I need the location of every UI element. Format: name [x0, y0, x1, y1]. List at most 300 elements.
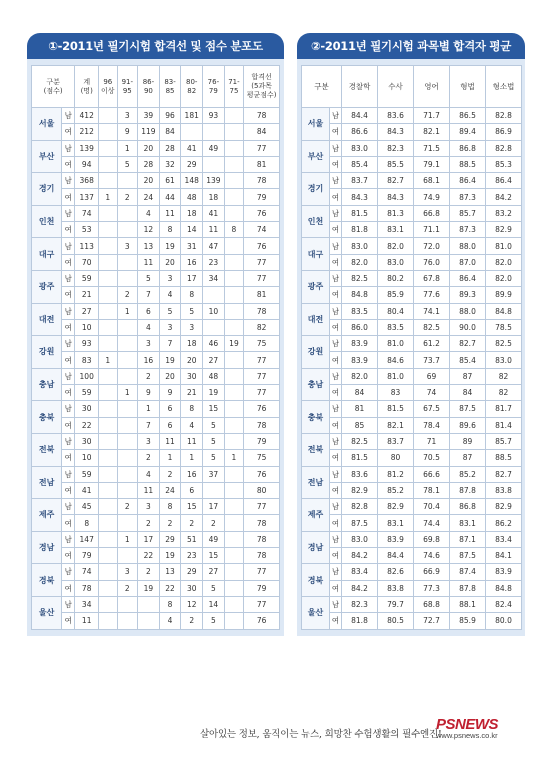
- table-cell: 5: [159, 303, 181, 319]
- gender-label: 여: [62, 189, 75, 205]
- table-cell: 82: [244, 319, 280, 335]
- region-label: 경기: [302, 173, 330, 206]
- table-cell: 78: [244, 108, 280, 124]
- table-cell: [117, 466, 138, 482]
- table-cell: 6: [159, 417, 181, 433]
- table-cell: [224, 482, 243, 498]
- table-cell: [99, 548, 117, 564]
- table-cell: 82.0: [486, 254, 522, 270]
- gender-label: 남: [62, 499, 75, 515]
- region-label: 경남: [302, 531, 330, 564]
- table-cell: 84.2: [342, 580, 378, 596]
- table-cell: 82.8: [486, 108, 522, 124]
- table-cell: 3: [138, 336, 160, 352]
- table-cell: 82.5: [342, 270, 378, 286]
- table-cell: 81.3: [378, 205, 414, 221]
- table-cell: 85.7: [486, 433, 522, 449]
- table-row: [32, 385, 280, 401]
- brand-url: www.psnews.co.kr: [436, 731, 498, 740]
- table-cell: 94: [75, 156, 99, 172]
- table-cell: 20: [138, 140, 160, 156]
- table-cell: [99, 336, 117, 352]
- table-cell: 8: [75, 515, 99, 531]
- table-row: [302, 287, 522, 303]
- table-cell: 82.9: [342, 482, 378, 498]
- table-row: [32, 368, 280, 384]
- gender-label: 여: [62, 319, 75, 335]
- table-cell: 19: [159, 352, 181, 368]
- column-header: 76- 79: [203, 66, 225, 108]
- table-cell: 86.8: [450, 140, 486, 156]
- table-row: [302, 222, 522, 238]
- region-label: 전남: [302, 466, 330, 499]
- gender-label: 여: [62, 254, 75, 270]
- table-cell: 27: [75, 303, 99, 319]
- table-cell: 8: [181, 287, 203, 303]
- table-cell: [203, 319, 225, 335]
- table-row: [32, 319, 280, 335]
- table-cell: 74.6: [414, 548, 450, 564]
- table-cell: [181, 124, 203, 140]
- table-cell: 83.9: [342, 352, 378, 368]
- region-label: 충남: [302, 368, 330, 401]
- table-cell: [224, 124, 243, 140]
- gender-label: 여: [62, 287, 75, 303]
- table-row: [32, 189, 280, 205]
- table-cell: 88.1: [450, 596, 486, 612]
- table-cell: 5: [203, 580, 225, 596]
- table-cell: 7: [138, 287, 160, 303]
- table-cell: 84.8: [486, 303, 522, 319]
- table-cell: 80.2: [378, 270, 414, 286]
- table-cell: 77: [244, 564, 280, 580]
- table-cell: 29: [159, 531, 181, 547]
- table-cell: [99, 433, 117, 449]
- table-cell: 80: [378, 450, 414, 466]
- table-cell: 1: [224, 450, 243, 466]
- table-row: [302, 450, 522, 466]
- table-cell: 12: [138, 222, 160, 238]
- table-cell: [224, 531, 243, 547]
- score-distribution-table: [31, 65, 280, 630]
- table-cell: 45: [75, 499, 99, 515]
- table-cell: 83.0: [378, 254, 414, 270]
- table-cell: 2: [159, 515, 181, 531]
- table-cell: 84.2: [342, 548, 378, 564]
- table-cell: 74: [244, 222, 280, 238]
- table-cell: 8: [224, 222, 243, 238]
- table-cell: 70: [75, 254, 99, 270]
- table-cell: 78: [75, 580, 99, 596]
- subject-average-panel: [297, 33, 525, 636]
- table-row: [302, 336, 522, 352]
- table-cell: 87.8: [450, 580, 486, 596]
- table-cell: 37: [203, 466, 225, 482]
- table-cell: 76.0: [414, 254, 450, 270]
- table-cell: 93: [203, 108, 225, 124]
- table-cell: 11: [159, 205, 181, 221]
- gender-label: 남: [330, 401, 342, 417]
- region-label: 경북: [302, 564, 330, 597]
- table-cell: [203, 482, 225, 498]
- table-cell: 3: [117, 108, 138, 124]
- table-cell: 76: [244, 205, 280, 221]
- table-cell: [224, 499, 243, 515]
- table-cell: [117, 515, 138, 531]
- table-cell: [99, 482, 117, 498]
- region-label: 부산: [32, 140, 62, 173]
- table-cell: 83.0: [342, 140, 378, 156]
- table-cell: 82.7: [450, 336, 486, 352]
- table-cell: 20: [138, 173, 160, 189]
- table-cell: 84.3: [378, 189, 414, 205]
- table-cell: 2: [117, 499, 138, 515]
- table-cell: [99, 531, 117, 547]
- gender-label: 여: [330, 222, 342, 238]
- table-row: [32, 499, 280, 515]
- gender-label: 여: [330, 287, 342, 303]
- table-row: [32, 596, 280, 612]
- table-cell: 22: [159, 580, 181, 596]
- table-cell: 181: [181, 108, 203, 124]
- table-cell: 79: [75, 548, 99, 564]
- table-cell: 19: [159, 238, 181, 254]
- table-cell: 2: [181, 613, 203, 629]
- subject-average-table: [301, 65, 522, 630]
- table-cell: 1: [159, 450, 181, 466]
- table-cell: 87.3: [450, 189, 486, 205]
- table-cell: 74: [414, 385, 450, 401]
- table-cell: 137: [75, 189, 99, 205]
- gender-label: 남: [330, 205, 342, 221]
- table-cell: 5: [138, 270, 160, 286]
- table-cell: [117, 173, 138, 189]
- table-cell: 53: [75, 222, 99, 238]
- table-cell: [99, 254, 117, 270]
- table-cell: 3: [159, 319, 181, 335]
- table-cell: [224, 548, 243, 564]
- table-cell: 20: [159, 254, 181, 270]
- table-cell: 30: [75, 401, 99, 417]
- gender-label: 여: [62, 385, 75, 401]
- gender-label: 남: [62, 173, 75, 189]
- table-cell: 81.8: [342, 222, 378, 238]
- table-cell: 34: [75, 596, 99, 612]
- table-cell: [224, 433, 243, 449]
- table-cell: 93: [75, 336, 99, 352]
- gender-label: 남: [330, 108, 342, 124]
- table-row: [302, 156, 522, 172]
- table-cell: 84.2: [486, 189, 522, 205]
- table-cell: 83: [75, 352, 99, 368]
- table-cell: 147: [75, 531, 99, 547]
- table-cell: [224, 466, 243, 482]
- gender-label: 남: [62, 564, 75, 580]
- table-cell: 30: [181, 580, 203, 596]
- table-cell: 82.1: [414, 124, 450, 140]
- table-cell: 68.1: [414, 173, 450, 189]
- table-cell: 77.3: [414, 580, 450, 596]
- table-row: [32, 466, 280, 482]
- table-cell: 83.1: [378, 222, 414, 238]
- table-cell: 4: [181, 417, 203, 433]
- table-cell: 81: [244, 156, 280, 172]
- table-cell: 17: [203, 499, 225, 515]
- table-cell: 83.4: [342, 564, 378, 580]
- table-cell: [99, 515, 117, 531]
- table-row: [302, 596, 522, 612]
- region-label: 대구: [302, 238, 330, 271]
- table-row: [302, 482, 522, 498]
- table-cell: 75: [244, 450, 280, 466]
- table-cell: 82.9: [378, 499, 414, 515]
- region-label: 경기: [32, 173, 62, 206]
- region-label: 강원: [32, 336, 62, 369]
- gender-label: 남: [62, 238, 75, 254]
- table-cell: 84.3: [378, 124, 414, 140]
- column-header: 80- 82: [181, 66, 203, 108]
- table-cell: 18: [181, 205, 203, 221]
- table-cell: 61.2: [414, 336, 450, 352]
- region-label: 광주: [32, 270, 62, 303]
- column-header: 구분: [302, 66, 342, 108]
- column-header: 형법: [450, 66, 486, 108]
- gender-label: 여: [62, 156, 75, 172]
- table-cell: 82.8: [486, 140, 522, 156]
- table-cell: 49: [203, 140, 225, 156]
- table-cell: 2: [138, 450, 160, 466]
- table-cell: 84: [342, 385, 378, 401]
- table-cell: 17: [181, 270, 203, 286]
- table-cell: 83.1: [378, 515, 414, 531]
- table-cell: 82: [486, 368, 522, 384]
- table-cell: 20: [159, 368, 181, 384]
- table-cell: 13: [159, 564, 181, 580]
- table-cell: 83.7: [378, 433, 414, 449]
- table-cell: 17: [138, 531, 160, 547]
- table-cell: [117, 270, 138, 286]
- table-cell: 82.8: [342, 499, 378, 515]
- table-cell: 86.0: [342, 319, 378, 335]
- table-row: [32, 205, 280, 221]
- table-cell: [99, 466, 117, 482]
- table-cell: 89: [450, 433, 486, 449]
- table-cell: [117, 417, 138, 433]
- table-cell: 51: [181, 531, 203, 547]
- table-cell: 78: [244, 548, 280, 564]
- region-label: 대구: [32, 238, 62, 271]
- table-cell: 87.5: [450, 401, 486, 417]
- table-cell: 82.0: [486, 270, 522, 286]
- table-cell: 4: [138, 466, 160, 482]
- table-cell: 28: [159, 140, 181, 156]
- table-cell: 76: [244, 613, 280, 629]
- psnews-logo[interactable]: [436, 716, 498, 740]
- table-cell: [224, 140, 243, 156]
- table-cell: 74: [75, 564, 99, 580]
- table-row: [302, 254, 522, 270]
- table-cell: 3: [117, 238, 138, 254]
- table-cell: 86.4: [486, 173, 522, 189]
- table-cell: 2: [181, 515, 203, 531]
- table-cell: [224, 108, 243, 124]
- table-cell: 75: [244, 336, 280, 352]
- region-label: 울산: [302, 596, 330, 629]
- table-cell: [224, 368, 243, 384]
- score-distribution-title: ①-2011년 필기시험 합격선 및 점수 분포도: [27, 33, 284, 59]
- table-row: [302, 417, 522, 433]
- table-cell: 79: [244, 189, 280, 205]
- table-cell: 148: [181, 173, 203, 189]
- gender-label: 여: [62, 580, 75, 596]
- table-cell: 3: [181, 319, 203, 335]
- table-cell: 77: [244, 352, 280, 368]
- table-row: [302, 303, 522, 319]
- table-cell: 27: [203, 564, 225, 580]
- table-row: [302, 205, 522, 221]
- table-cell: 3: [159, 270, 181, 286]
- table-cell: 19: [224, 336, 243, 352]
- table-cell: 4: [138, 205, 160, 221]
- table-cell: 71.7: [414, 108, 450, 124]
- table-cell: 19: [159, 548, 181, 564]
- table-row: [32, 352, 280, 368]
- table-cell: 81.5: [342, 450, 378, 466]
- table-cell: 83.5: [378, 319, 414, 335]
- table-row: [302, 385, 522, 401]
- table-cell: [99, 140, 117, 156]
- region-label: 광주: [302, 270, 330, 303]
- table-cell: [99, 319, 117, 335]
- table-cell: 67.5: [414, 401, 450, 417]
- gender-label: 남: [62, 303, 75, 319]
- region-label: 대전: [32, 303, 62, 336]
- table-cell: 49: [203, 531, 225, 547]
- table-row: [32, 548, 280, 564]
- region-label: 부산: [302, 140, 330, 173]
- table-cell: [117, 482, 138, 498]
- table-cell: 3: [138, 433, 160, 449]
- table-cell: 19: [138, 580, 160, 596]
- table-cell: 24: [138, 189, 160, 205]
- table-cell: 3: [138, 499, 160, 515]
- table-cell: 8: [159, 596, 181, 612]
- table-cell: [117, 613, 138, 629]
- table-cell: [99, 368, 117, 384]
- table-cell: 212: [75, 124, 99, 140]
- table-cell: 139: [75, 140, 99, 156]
- table-cell: 83: [378, 385, 414, 401]
- table-row: [32, 238, 280, 254]
- table-cell: 80.0: [486, 613, 522, 629]
- gender-label: 남: [330, 336, 342, 352]
- table-cell: 71.1: [414, 222, 450, 238]
- region-label: 인천: [32, 205, 62, 238]
- table-cell: 87.1: [450, 531, 486, 547]
- table-cell: [224, 596, 243, 612]
- table-cell: [99, 124, 117, 140]
- table-cell: 5: [203, 433, 225, 449]
- gender-label: 여: [62, 515, 75, 531]
- table-cell: 20: [181, 352, 203, 368]
- table-cell: 74.9: [414, 189, 450, 205]
- table-cell: 5: [181, 303, 203, 319]
- region-label: 서울: [302, 108, 330, 141]
- table-cell: 4: [138, 319, 160, 335]
- table-cell: 10: [203, 303, 225, 319]
- table-row: [32, 482, 280, 498]
- gender-label: 여: [330, 613, 342, 629]
- table-row: [32, 287, 280, 303]
- table-cell: 82.3: [378, 140, 414, 156]
- table-row: [302, 499, 522, 515]
- region-label: 서울: [32, 108, 62, 141]
- table-cell: 1: [138, 401, 160, 417]
- table-cell: [203, 287, 225, 303]
- table-cell: 83.9: [342, 336, 378, 352]
- table-cell: 87.8: [450, 482, 486, 498]
- table-cell: 78: [244, 417, 280, 433]
- table-cell: 82.9: [486, 222, 522, 238]
- table-cell: [117, 336, 138, 352]
- table-cell: 83.9: [486, 564, 522, 580]
- table-cell: 10: [75, 450, 99, 466]
- gender-label: 여: [330, 189, 342, 205]
- table-cell: 2: [138, 368, 160, 384]
- table-row: [302, 319, 522, 335]
- table-cell: 5: [203, 613, 225, 629]
- region-label: 제주: [302, 499, 330, 532]
- table-cell: 90.0: [450, 319, 486, 335]
- table-cell: 85.3: [486, 156, 522, 172]
- table-cell: 81.8: [342, 613, 378, 629]
- table-cell: [99, 238, 117, 254]
- table-cell: 84.1: [486, 548, 522, 564]
- table-cell: 82.0: [378, 238, 414, 254]
- table-cell: [99, 108, 117, 124]
- table-cell: 72.7: [414, 613, 450, 629]
- table-cell: 96: [159, 108, 181, 124]
- table-row: [32, 173, 280, 189]
- table-cell: 88.5: [486, 450, 522, 466]
- table-cell: [117, 596, 138, 612]
- table-cell: 21: [75, 287, 99, 303]
- column-header: 구분 (점수): [32, 66, 75, 108]
- table-cell: [224, 189, 243, 205]
- gender-label: 남: [330, 433, 342, 449]
- table-cell: 86.8: [450, 499, 486, 515]
- table-cell: 15: [203, 401, 225, 417]
- table-cell: 16: [181, 466, 203, 482]
- table-cell: [99, 450, 117, 466]
- region-label: 충북: [302, 401, 330, 434]
- table-cell: [224, 401, 243, 417]
- table-cell: 71: [414, 433, 450, 449]
- gender-label: 남: [62, 401, 75, 417]
- table-cell: 59: [75, 270, 99, 286]
- table-cell: [117, 319, 138, 335]
- table-cell: [138, 613, 160, 629]
- subject-average-title: ②-2011년 필기시험 과목별 합격자 평균: [297, 33, 525, 59]
- column-header: 경찰학: [342, 66, 378, 108]
- gender-label: 남: [330, 173, 342, 189]
- table-cell: 77: [244, 385, 280, 401]
- table-cell: [99, 205, 117, 221]
- gender-label: 여: [330, 548, 342, 564]
- table-cell: 81: [342, 401, 378, 417]
- table-row: [32, 222, 280, 238]
- table-cell: 83.7: [342, 173, 378, 189]
